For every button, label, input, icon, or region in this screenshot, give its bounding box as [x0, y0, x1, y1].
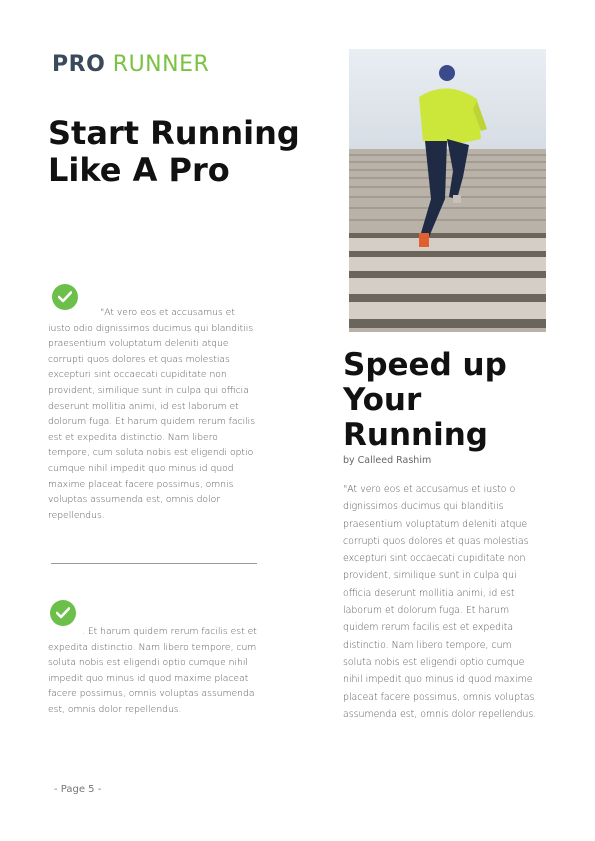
divider	[51, 563, 257, 564]
byline: by Calleed Rashim	[343, 455, 432, 466]
left-paragraph-1: "At vero eos et accusamus et iusto odio dignissimos ducimus qui blanditiis praesentium voluptatum deleniti atque corrupti quos dolores et quas molestias excepturi sint occaecati cupiditate non provident, similique sunt in culpa qui officia deserunt mollitia animi, id est laborum et dolorum fuga. Et harum quidem rerum facilis est et expedita distinctio. Nam libero tempore, cum soluta nobis est eligendi optio cumque nihil impedit quo minus id quod maxime placeat facere possimus, omnis voluptas assumenda est, omnis dolor repellendus.	[48, 307, 256, 521]
right-paragraph: "At vero eos et accusamus et iusto o dignissimos ducimus qui blanditiis praesentium voluptatum deleniti atque corrupti quos dolores et quas molestias excepturi sint occaecati cupiditate non provident, similique sunt in culpa qui officia deserunt mollitia animi, id est laborum et dolorum fuga. Et harum quidem rerum facilis est et expedita distinctio. Nam libero tempore, cum soluta nobis est eligendi optio cumque nihil impedit quo minus id quod maxime placeat facere possimus, omnis voluptas assumenda est, omnis dolor repellendus.	[343, 484, 537, 720]
check-circle-icon	[50, 600, 76, 626]
left-paragraph-2: . Et harum quidem rerum facilis est et expedita distinctio. Nam libero tempore, cum soluta nobis est eligendi optio cumque nihil impedit quo minus id quod maxime placeat facere possimus, omnis voluptas assumenda est, omnis dolor repellendus.	[48, 626, 257, 715]
page-number: - Page 5 -	[54, 784, 102, 795]
brand-runner: RUNNER	[112, 52, 210, 77]
runner-photo	[349, 49, 546, 332]
brand-logo	[52, 52, 209, 77]
main-headline: Start Running Like A Pro	[48, 114, 300, 189]
secondary-headline: Speed up Your Running	[343, 347, 507, 453]
brand-pro: PRO	[52, 52, 106, 77]
